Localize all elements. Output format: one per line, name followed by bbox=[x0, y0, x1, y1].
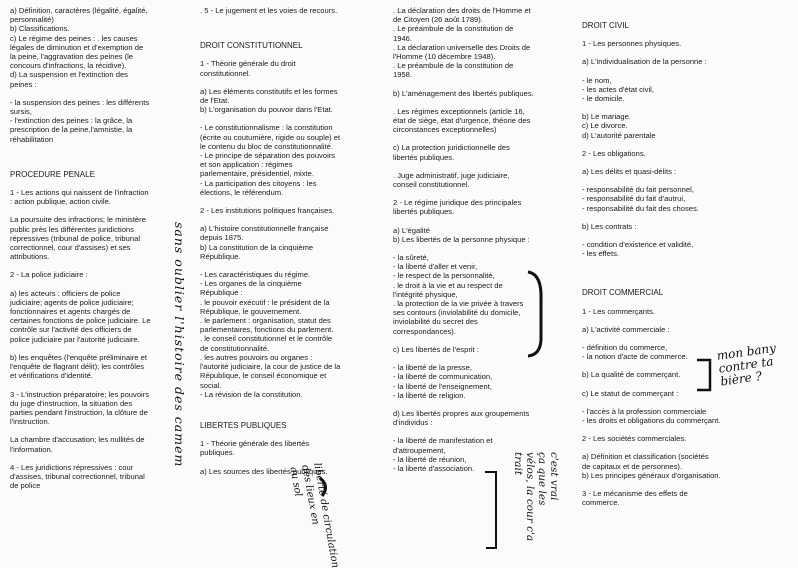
histoire-text: a) L'histoire constitutionnelle française depuis 1875. b) La constitution de la cinquième République. bbox=[200, 224, 329, 261]
groupements-list: - la liberté de manifestation et d'attroupement, - la liberté de réunion, - la liberté d'association. bbox=[393, 436, 493, 473]
activite-heading: a) L'activité commerciale : bbox=[582, 324, 670, 334]
egalite-text: a) L'égalité b) Les libertés de la personne physique : bbox=[393, 225, 530, 244]
instruction-text: 3 - L'instruction préparatoire; les pouvoirs du juge d'instruction, la situation des parties pendant l'instruction, la clôture de l'instruction. bbox=[10, 389, 150, 427]
handwritten-note-velos: c'est vrai ça que les vélos, la cour c'a trait bbox=[512, 452, 560, 542]
poursuite-text: La poursuite des infractions; le ministère public près les différentes juridictions répressives (tribunal de police, tribunal correctionnel, cour d'assises) et ses attributions. bbox=[10, 215, 146, 262]
section-title-droit-civil: DROIT CIVIL bbox=[582, 21, 629, 30]
personne-physique-list: - la sûreté, - la liberté d'aller et venir, - le respect de la personnalité, . le droit à la vie et au respect de l'intégrité physique, . la protection de la vie privée à travers ses contours (inviolabilité du domicile, inviolabilité du secret des correspondances). bbox=[393, 253, 524, 336]
bracket-mark-commerce bbox=[697, 360, 710, 390]
handwritten-note-circulation: liberté de circulation des lieux en au sol bbox=[287, 462, 341, 569]
contrats-list: - condition d'existence et validité, - les effets. bbox=[582, 240, 694, 259]
esprit-list: - la liberté de la presse, - la liberté de communication, - la liberté de l'enseignement, - la liberté de religion. bbox=[393, 363, 493, 400]
effets-text: 3 - Le mécanisme des effets de commerce. bbox=[582, 489, 688, 508]
actions-text: 1 - Les actions qui naissent de l'infraction : action publique, action civile. bbox=[10, 188, 149, 207]
bracket-mark-groupements bbox=[485, 472, 496, 548]
individualisation-heading: a) L'individualisation de la personne : bbox=[582, 57, 707, 67]
section-title-procedure-penale: PROCEDURE PENALE bbox=[10, 169, 95, 179]
groupements-heading: d) Les libertés propres aux groupements d'individus : bbox=[393, 408, 530, 428]
protection-text: c) La protection juridictionnelle des libertés publiques. bbox=[393, 143, 510, 162]
peine-text: a) Définition, caractères (légalité, égalité, personnalité) b) Classifications. c) Le régime des peines : . les causes légales de diminution et d'exemption de la peine, l'aggravation des peines (le concours d'infractions, la récidive). d) La suspension et l'extinction des peines : bbox=[10, 6, 148, 89]
elements-text: a) Les éléments constitutifs et les formes de l'Etat. b) L'organisation du pouvoir dans l'Etat. bbox=[200, 86, 338, 115]
enquetes-text: b) les enquêtes (l'enquête préliminaire et l'enquête de flagrant délit); les contrôles et vérifications d'identité. bbox=[10, 352, 147, 381]
contrats-heading: b) Les contrats : bbox=[582, 221, 637, 231]
individualisation-list: - le nom, - les actes d'état civil, - le domicile. bbox=[582, 75, 654, 104]
theorie-libertes-text: 1 - Théorie générale des libertés publiques. bbox=[200, 439, 310, 458]
police-judiciaire-heading: 2 - La police judiciaire : bbox=[10, 270, 88, 280]
section-title-droit-constitutionnel: DROIT CONSTITUTIONNEL bbox=[200, 41, 303, 51]
juridictions-text: 4 - Les juridictions répressives : cour d'assises, tribunal correctionnel, tribunal de police bbox=[10, 462, 145, 491]
esprit-heading: c) Les libertés de l'esprit : bbox=[393, 344, 479, 354]
activite-list: - définition du commerce, - la notion d'acte de commerce. bbox=[582, 343, 688, 362]
amenagement-text: b) L'aménagement des libertés publiques. bbox=[393, 88, 534, 98]
societes-heading: 2 - Les sociétés commerciales. bbox=[582, 434, 687, 444]
qualite-text: b) La qualité de commerçant. bbox=[582, 370, 681, 380]
jugement-text: . 5 - Le jugement et les voies de recours. bbox=[200, 6, 338, 15]
bracket-mark-personne bbox=[528, 272, 541, 356]
statut-heading: c) Le statut de commerçant : bbox=[582, 388, 679, 398]
mariage-text: b) Le mariage. c) Le divorce. d) L'autorité parentale bbox=[582, 112, 656, 140]
acteurs-text: a) les acteurs : officiers de police judiciaire; agents de police judiciaire; fonctionnaires et agents chargés de certaines fonctions de police judiciaire. Le contrôle sur l'activité des officiers de police judiciaire par l'autorité judiciaire. bbox=[10, 288, 151, 344]
theorie-generale-text: 1 - Théorie générale du droit constitutionnel. bbox=[200, 59, 296, 78]
handwritten-note-biere: mon bany contre ta bière ? bbox=[715, 340, 777, 389]
sources-text: a) Les sources des libertés publiques. bbox=[200, 466, 328, 476]
commercants-heading: 1 - Les commerçants. bbox=[582, 306, 656, 316]
chambre-accusation-text: La chambre d'accusation; les nullités de l'information. bbox=[10, 435, 145, 454]
declarations-text: . La déclaration des droits de l'Homme et de Citoyen (26 août 1789). . Le préambule de la constitution de 1946. . La déclaration universelle des Droits de l'Homme (10 décembre 1948). . Le préambule de la constitution de 1958. bbox=[393, 6, 531, 80]
personnes-heading: 1 - Les personnes physiques. bbox=[582, 39, 682, 49]
regime-juridique-text: 2 - Le régime juridique des principales libertés publiques. bbox=[393, 198, 522, 217]
statut-list: - l'accès à la profession commerciale - les droits et obligations du commerçant. bbox=[582, 406, 721, 426]
societes-text: a) Définition et classification (sociétés de capitaux et de personnes). b) Les principes généraux d'organisation. bbox=[582, 452, 721, 480]
section-title-droit-commercial: DROIT COMMERCIAL bbox=[582, 288, 664, 298]
obligations-heading: 2 - Les obligations. bbox=[582, 148, 646, 158]
juge-text: . Juge administratif, juge judiciaire, conseil constitutionnel. bbox=[393, 170, 510, 190]
regimes-exceptionnels-text: . Les régimes exceptionnels (article 16, état de siège, état d'urgence, théorie des circonstances exceptionnelles) bbox=[393, 106, 531, 135]
handwritten-note-camembert: sans oublier l'histoire des camem bbox=[172, 222, 187, 468]
regime-text: - Les caractéristiques du régime. - Les organes de la cinquième République : . le pouvoir exécutif : le président de la République, le gouvernement. . le parlement : organisation, statut des parlementaires, fonctions du parlement. . le conseil constitutionnel et le contrôle de constitutionnalité. . les autres pouvoirs ou organes : l'autorité judiciaire, la cour de justice de la République, le conseil économique et social. - La révision de la constitution. bbox=[200, 270, 341, 399]
constitutionnalisme-text: - Le constitutionnalisme : la constitution (écrite ou coutumière, rigide ou souple) et le contenu du bloc de constitutionnalité. - Le principe de séparation des pouvoirs et son application : régimes parlementaire, présidentiel, mixte. - La participation des citoyens : les élections, le référendum. bbox=[200, 123, 341, 197]
responsabilite-list: - responsabilité du fait personnel, - responsabilité du fait d'autrui, - responsabilité du fait des choses. bbox=[582, 185, 699, 213]
section-title-libertes-publiques: LIBERTES PUBLIQUES bbox=[200, 420, 287, 430]
suspension-text: - la suspension des peines : les différents sursis, - l'extinction des peines : la grâce, la prescription de la peine,l'amnistie, la réhabilitation bbox=[10, 97, 150, 144]
delits-heading: a) Les délits et quasi-délits : bbox=[582, 167, 677, 177]
institutions-heading: 2 - Les institutions politiques françaises. bbox=[200, 206, 335, 216]
bracket-mark-sources bbox=[320, 478, 326, 496]
